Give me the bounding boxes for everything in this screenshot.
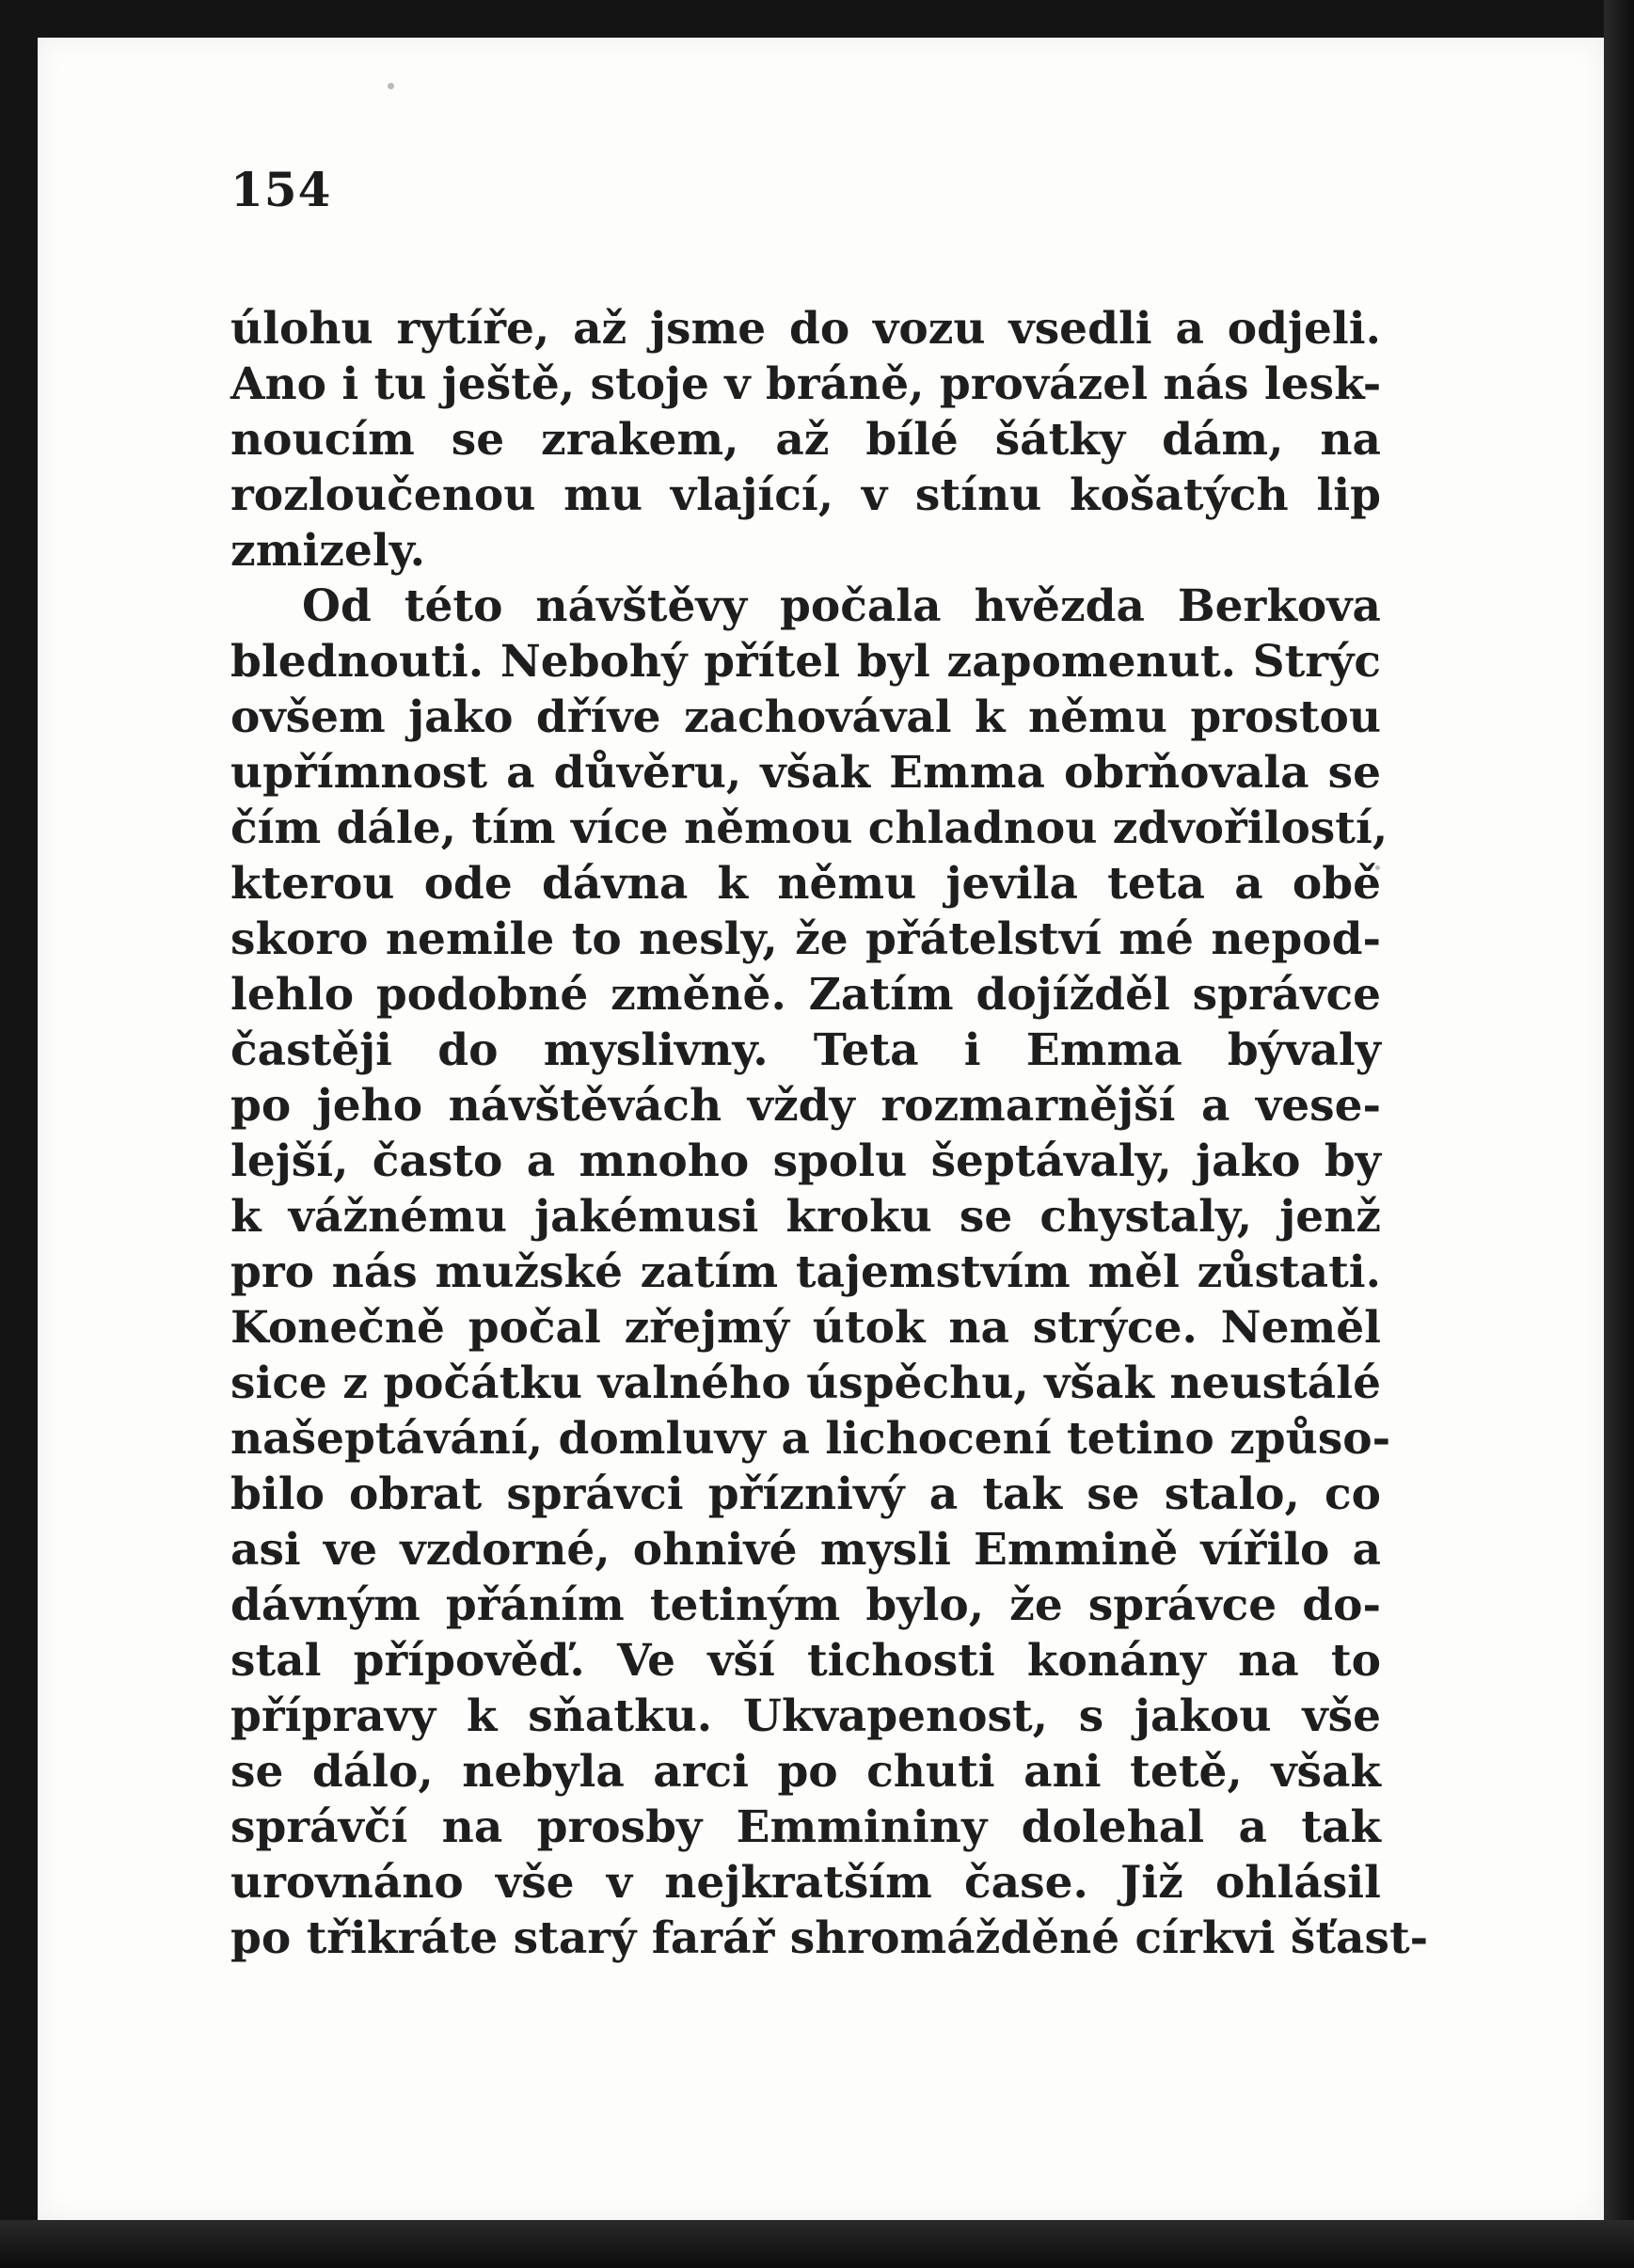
text-line: rozloučenou mu vlající, v stínu košatých lip bbox=[230, 469, 1381, 521]
text-line: se dálo, nebyla arci po chuti ani tetě, však bbox=[230, 1746, 1381, 1798]
text-line: Ano i tu ještě, stoje v bráně, provázel nás lesk- bbox=[230, 358, 1382, 410]
text-line: urovnáno vše v nejkratším čase. Již ohlásil bbox=[230, 1857, 1381, 1909]
text-line: správčí na prosby Emmininy dolehal a tak bbox=[230, 1801, 1381, 1853]
text-line: ovšem jako dříve zachovával k němu prostou bbox=[230, 691, 1381, 743]
text-line: stal přípověď. Ve vší tichosti konány na to bbox=[230, 1635, 1381, 1687]
text-line: lehlo podobné změně. Zatím dojížděl správce bbox=[230, 969, 1381, 1021]
page-edge-bottom bbox=[0, 2220, 1634, 2268]
text-line: po jeho návštěvách vždy rozmarnější a vese- bbox=[230, 1080, 1381, 1132]
text-line: sice z počátku valného úspěchu, však neustálé bbox=[230, 1357, 1381, 1409]
text-line: noucím se zrakem, až bílé šátky dám, na bbox=[230, 414, 1381, 466]
text-line: lejší, často a mnoho spolu šeptávaly, jako by bbox=[230, 1135, 1381, 1187]
text-line: kterou ode dávna k němu jevila teta a obě bbox=[230, 858, 1381, 910]
text-line: častěji do myslivny. Teta i Emma bývaly bbox=[230, 1024, 1381, 1076]
text-line: Konečně počal zřejmý útok na strýce. Neměl bbox=[230, 1302, 1381, 1354]
text-line: našeptávání, domluvy a lichocení tetino způso- bbox=[230, 1413, 1391, 1465]
text-line: bilo obrat správci příznivý a tak se stalo, co bbox=[230, 1468, 1381, 1520]
dust-speck bbox=[388, 83, 394, 89]
body-text bbox=[230, 301, 1429, 1966]
text-line: čím dále, tím více němou chladnou zdvořilostí, bbox=[230, 802, 1388, 854]
text-line: Od této návštěvy počala hvězda Berkova bbox=[302, 580, 1381, 632]
page-number: 154 bbox=[230, 162, 332, 217]
text-line: k vážnému jakémusi kroku se chystaly, jenž bbox=[230, 1191, 1381, 1243]
text-line: přípravy k sňatku. Ukvapenost, s jakou vše bbox=[230, 1690, 1381, 1742]
text-line: po třikráte starý farář shromážděné církvi šťast- bbox=[230, 1912, 1429, 1964]
page-edge-right bbox=[1604, 0, 1634, 2268]
text-line: blednouti. Nebohý přítel byl zapomenut. Strýc bbox=[230, 636, 1381, 688]
text-line: úlohu rytíře, až jsme do vozu vsedli a odjeli. bbox=[230, 303, 1381, 355]
text-line: asi ve vzdorné, ohnivé mysli Emmině vířilo a bbox=[230, 1524, 1381, 1576]
text-line: skoro nemile to nesly, že přátelství mé nepod- bbox=[230, 913, 1381, 965]
text-line: pro nás mužské zatím tajemstvím měl zůstati. bbox=[230, 1246, 1381, 1298]
text-line: upřímnost a důvěru, však Emma obrňovala se bbox=[230, 747, 1381, 799]
text-line: zmizely. bbox=[230, 525, 426, 577]
text-line: dávným přáním tetiným bylo, že správce do- bbox=[230, 1579, 1381, 1631]
